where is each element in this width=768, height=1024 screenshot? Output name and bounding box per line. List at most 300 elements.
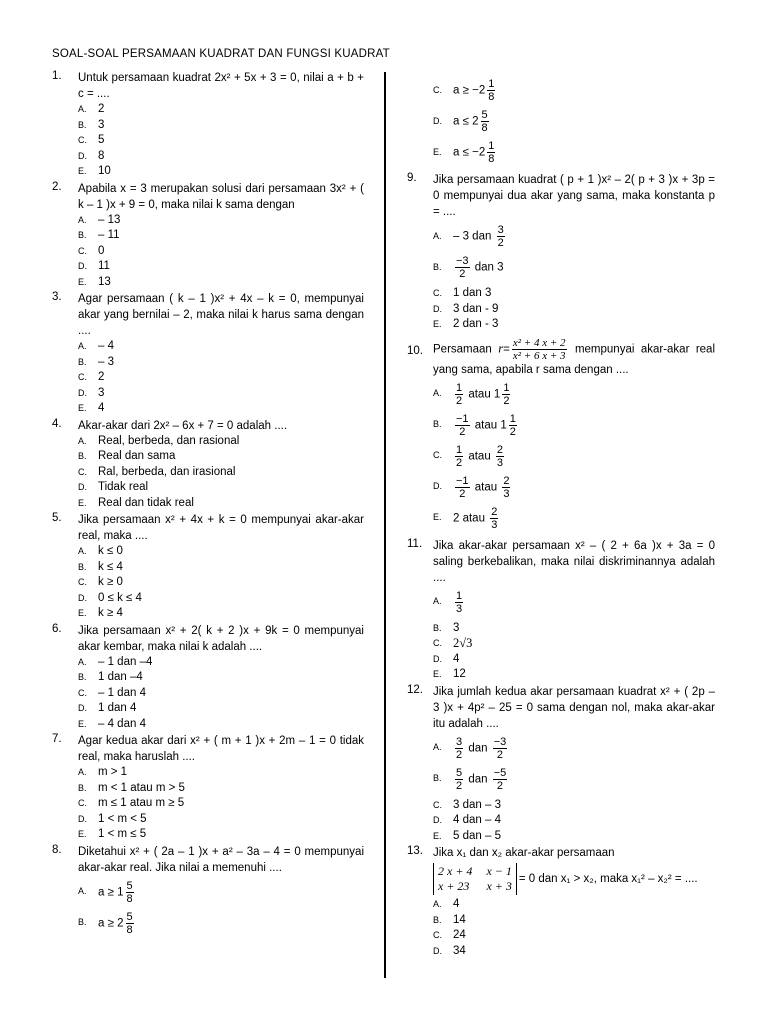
option-label: C.	[433, 799, 442, 810]
question-text-end: dan x₁ > x₂, maka x₁² – x₂² = ....	[538, 873, 698, 886]
option-d[interactable]	[78, 812, 364, 828]
equals-sign: =	[503, 343, 510, 356]
option-label: C.	[78, 135, 87, 145]
question-text: Jika akar-akar persamaan x² – ( 2 + 6a )x + 3a = 0 saling berkebalikan, maka nilai diskriminannya adalah ....	[433, 539, 715, 584]
option-text: 10	[98, 165, 111, 177]
option-e[interactable]	[433, 667, 715, 683]
fraction	[126, 911, 134, 936]
option-e[interactable]	[78, 717, 364, 733]
det-cell: x − 1	[486, 864, 512, 878]
option-text: 11	[98, 260, 110, 272]
option-text: 1 dan 4	[98, 702, 137, 714]
option-label: A.	[78, 546, 87, 556]
question-text: Untuk persamaan kuadrat 2x² + 5x + 3 = 0, nilai a + b + c = ....	[78, 72, 364, 100]
fraction	[455, 590, 463, 615]
option-text: 8	[98, 149, 105, 162]
question-text: Apabila x = 3 merupakan solusi dari persamaan 3x² + ( k – 1 )x + 9 = 0, maka nilai k sama dengan	[78, 182, 364, 211]
option-b[interactable]	[433, 913, 715, 929]
option-b[interactable]	[78, 781, 364, 797]
denominator: x² + 6 x + 3	[512, 349, 566, 362]
option-text: 13	[98, 275, 111, 288]
question-number: 10.	[407, 344, 423, 357]
option-a[interactable]	[78, 765, 364, 781]
option-label: C.	[78, 466, 87, 477]
numerator: 2	[491, 505, 498, 518]
fraction	[487, 78, 495, 103]
numerator: 5	[481, 109, 488, 121]
option-label: A.	[433, 899, 442, 909]
question-number: 5.	[52, 512, 62, 524]
option-text: 24	[453, 929, 466, 941]
option-text: Ral, berbeda, dan irasional	[98, 465, 236, 478]
option-text: 1 < m < 5	[98, 812, 147, 825]
option-label: B.	[78, 230, 87, 240]
option-label: B.	[78, 119, 87, 130]
option-a[interactable]	[433, 382, 715, 407]
fraction	[455, 382, 463, 407]
option-label: D.	[78, 813, 87, 824]
option-text: 3 dan – 3	[453, 798, 501, 811]
options-list	[78, 102, 364, 180]
right-column	[407, 74, 715, 960]
numerator: −3	[493, 735, 507, 748]
option-text: Real, berbeda, dan rasional	[98, 434, 240, 447]
option-text: 3 dan - 9	[453, 302, 499, 315]
option-b[interactable]	[433, 621, 715, 637]
option-c[interactable]	[78, 370, 364, 386]
option-text: atau 1	[474, 419, 507, 432]
option-text: dan 3	[474, 261, 504, 274]
option-text: – 3 dan	[453, 230, 492, 243]
option-d[interactable]	[78, 480, 364, 496]
denominator: 2	[503, 394, 510, 407]
option-e[interactable]	[78, 827, 364, 843]
denominator: 2	[496, 748, 504, 761]
fraction	[455, 475, 470, 500]
question-text: Akar-akar dari 2x² – 6x + 7 = 0 adalah ....	[78, 419, 288, 432]
denominator: 2	[459, 425, 466, 438]
option-label: D.	[78, 387, 87, 398]
option-label: A.	[433, 388, 442, 399]
question-text-end: mempunyai akar-akar real yang sama, apabila r sama dengan ....	[433, 343, 715, 376]
fraction	[455, 413, 470, 438]
options-list	[433, 382, 715, 531]
option-label: A.	[433, 596, 442, 607]
page-title: SOAL-SOAL PERSAMAAN KUADRAT DAN FUNGSI KUADRAT	[52, 48, 390, 60]
option-d[interactable]	[78, 386, 364, 402]
option-d[interactable]	[433, 944, 715, 960]
question-number: 7.	[52, 733, 62, 745]
determinant	[433, 863, 517, 895]
option-text: atau	[468, 450, 491, 463]
option-text: 3	[98, 386, 105, 399]
option-d[interactable]	[433, 302, 715, 318]
option-c[interactable]	[433, 286, 715, 302]
options-list	[78, 765, 364, 843]
option-a[interactable]	[78, 434, 364, 450]
option-label: E.	[433, 669, 442, 679]
option-label: C.	[78, 687, 87, 698]
option-b[interactable]	[78, 118, 364, 134]
equals-zero: = 0	[518, 873, 536, 886]
option-a[interactable]	[78, 339, 364, 355]
option-text: a ≥ 2	[98, 917, 124, 930]
option-text: – 1 dan 4	[98, 686, 146, 699]
option-text: m ≤ 1 atau m ≥ 5	[98, 797, 185, 809]
option-label: C.	[78, 372, 87, 382]
option-a[interactable]	[433, 736, 715, 761]
option-b[interactable]	[78, 355, 364, 371]
denominator: 2	[497, 237, 504, 249]
option-label: B.	[433, 914, 442, 925]
option-d[interactable]	[433, 652, 715, 668]
question-text: Jika persamaan kuadrat ( p + 1 )x² – 2( p + 3 )x + 3p = 0 mempunyai dua akar yang sama, maka konstanta p = ....	[433, 174, 715, 218]
option-text: 4 dan – 4	[453, 814, 501, 826]
numerator: 5	[126, 879, 133, 892]
det-cell: x + 23	[438, 879, 470, 893]
fraction	[487, 140, 495, 165]
option-label: D.	[433, 115, 442, 126]
numerator: 2	[496, 443, 504, 456]
denominator: 2	[456, 456, 463, 469]
numerator: 1	[509, 412, 516, 425]
option-text: – 3	[98, 355, 114, 368]
option-text: Real dan tidak real	[98, 496, 194, 509]
option-text: 12	[453, 668, 466, 680]
option-c[interactable]	[78, 686, 364, 702]
option-label: A.	[433, 230, 442, 241]
option-label: B.	[433, 419, 442, 430]
option-text: 1 < m ≤ 5	[98, 828, 147, 840]
option-label: E.	[78, 166, 87, 176]
option-d[interactable]	[78, 259, 364, 275]
denominator: 3	[503, 487, 510, 500]
option-text: 0	[98, 244, 105, 257]
option-text: 2	[98, 103, 105, 115]
numerator: 5	[456, 766, 463, 779]
option-b[interactable]	[78, 911, 364, 936]
option-label: D.	[433, 945, 442, 956]
question-5	[52, 512, 364, 622]
option-label: E.	[433, 830, 442, 841]
option-label: C.	[433, 930, 442, 940]
fraction	[490, 506, 498, 531]
option-c[interactable]	[433, 444, 715, 469]
option-label: C.	[433, 84, 442, 95]
option-b[interactable]	[78, 560, 364, 576]
question-3	[52, 291, 364, 417]
question-8-continued	[407, 74, 715, 171]
option-e[interactable]	[78, 401, 364, 417]
fraction	[455, 255, 470, 280]
numerator: 3	[497, 224, 504, 236]
fraction	[497, 224, 505, 249]
option-a[interactable]	[78, 655, 364, 671]
question-text: Jika persamaan x² + 2( k + 2 )x + 9k = 0 mempunyai akar kembar, maka nilai k adalah ....	[78, 624, 364, 653]
question-text: Jika x₁ dan x₂ akar-akar persamaan	[433, 847, 615, 859]
option-text: 1 dan 3	[453, 287, 492, 299]
options-list	[433, 736, 715, 845]
option-c[interactable]	[78, 133, 364, 149]
fraction	[455, 444, 463, 469]
option-text: m < 1 atau m > 5	[98, 781, 185, 794]
option-text: atau	[474, 481, 498, 494]
option-text: m > 1	[98, 766, 128, 778]
option-b[interactable]	[433, 255, 715, 280]
det-cell: 2 x + 4	[438, 864, 473, 878]
option-a[interactable]	[78, 880, 364, 905]
option-label: D.	[433, 303, 442, 314]
question-11	[407, 538, 715, 683]
det-cell: x + 3	[486, 879, 512, 893]
option-label: A.	[433, 742, 442, 753]
option-b[interactable]	[433, 413, 715, 438]
question-number: 11.	[407, 537, 423, 550]
denominator: 8	[126, 892, 133, 905]
question-text: Diketahui x² + ( 2a – 1 )x + a² – 3a – 4 = 0 mempunyai akar-akar real. Jika nilai a memenuhi ....	[78, 845, 364, 874]
option-label: D.	[78, 150, 87, 161]
option-text: – 4	[98, 340, 114, 352]
denominator: 2	[456, 394, 463, 407]
option-a[interactable]	[433, 897, 715, 913]
question-text-start: Persamaan	[433, 343, 492, 356]
option-label: B.	[78, 917, 87, 928]
option-b[interactable]	[433, 767, 715, 792]
options-list	[433, 897, 715, 959]
options-list	[433, 590, 715, 683]
question-text: Jika persamaan x² + 4x + k = 0 mempunyai akar-akar real, maka ....	[78, 514, 364, 542]
numerator: 1	[488, 78, 495, 90]
option-text: 0 ≤ k ≤ 4	[98, 591, 142, 604]
option-text: 4	[453, 652, 460, 665]
fraction	[481, 109, 489, 134]
option-label: E.	[78, 403, 87, 413]
numerator: −5	[493, 766, 507, 779]
options-list	[78, 655, 364, 733]
fraction	[455, 736, 463, 761]
option-label: D.	[78, 592, 87, 603]
option-text: atau 1	[468, 388, 501, 401]
question-number: 4.	[52, 417, 62, 430]
option-label: E.	[78, 276, 87, 287]
option-text: – 4 dan 4	[98, 717, 146, 730]
numerator: 2	[503, 474, 510, 487]
numerator: 1	[456, 443, 463, 456]
option-b[interactable]	[78, 449, 364, 465]
numerator: x² + 4 x + 2	[512, 336, 566, 349]
question-6	[52, 623, 364, 733]
question-number: 8.	[52, 843, 62, 856]
option-text: a ≥ −2	[453, 84, 486, 97]
option-label: C.	[433, 638, 442, 648]
option-label: C.	[78, 798, 87, 808]
option-b[interactable]	[78, 228, 364, 244]
option-d[interactable]	[433, 475, 715, 500]
fraction	[509, 413, 517, 438]
question-13	[407, 845, 715, 959]
option-text: k ≥ 0	[98, 576, 123, 588]
numerator: −3	[456, 255, 469, 267]
question-4	[52, 418, 364, 512]
fraction	[493, 767, 508, 792]
option-a[interactable]	[433, 590, 715, 615]
option-text: k ≥ 4	[98, 607, 123, 619]
option-c[interactable]	[433, 636, 715, 652]
option-text: a ≥ 1	[98, 886, 124, 899]
question-number: 6.	[52, 622, 62, 635]
numerator: 1	[456, 589, 463, 602]
option-d[interactable]	[433, 813, 715, 829]
option-d[interactable]	[78, 149, 364, 165]
option-label: A.	[78, 886, 87, 897]
option-e[interactable]	[78, 606, 364, 622]
denominator: 2	[459, 487, 466, 500]
question-number: 12.	[407, 683, 423, 696]
option-text: dan	[468, 773, 488, 786]
question-12	[407, 684, 715, 845]
option-e[interactable]	[433, 317, 715, 333]
option-label: C.	[78, 245, 87, 256]
numerator: 5	[126, 910, 133, 923]
question-9	[407, 172, 715, 333]
option-label: B.	[78, 561, 87, 572]
option-d[interactable]	[78, 591, 364, 607]
option-text: – 11	[98, 229, 120, 241]
question-1	[52, 70, 364, 180]
numerator: 1	[456, 381, 463, 394]
fraction	[455, 767, 463, 792]
question-2	[52, 181, 364, 291]
option-c[interactable]	[78, 465, 364, 481]
option-text: 34	[453, 944, 466, 957]
options-list	[433, 78, 715, 165]
option-e[interactable]	[78, 275, 364, 291]
option-label: E.	[78, 608, 87, 618]
option-c[interactable]	[433, 78, 715, 103]
question-text: Agar persamaan ( k – 1 )x² + 4x – k = 0, mempunyai akar yang bernilai – 2, maka nilai k harus sama dengan ....	[78, 293, 364, 337]
denominator: 2	[459, 268, 466, 280]
option-label: D.	[78, 261, 87, 271]
option-label: A.	[78, 341, 87, 351]
option-text: k ≤ 4	[98, 560, 123, 573]
option-text: 3	[453, 621, 460, 634]
option-label: B.	[78, 672, 87, 682]
option-label: D.	[78, 703, 87, 713]
option-label: D.	[78, 482, 87, 492]
option-label: B.	[433, 773, 442, 784]
option-label: A.	[78, 767, 87, 777]
question-text: Agar kedua akar dari x² + ( m + 1 )x + 2m – 1 = 0 tidak real, maka haruslah ....	[78, 735, 364, 763]
option-b[interactable]	[78, 670, 364, 686]
options-list	[78, 544, 364, 622]
option-e[interactable]	[78, 496, 364, 512]
option-a[interactable]	[433, 224, 715, 249]
option-label: E.	[433, 512, 442, 523]
question-number: 2.	[52, 180, 62, 193]
denominator: 2	[456, 748, 463, 761]
question-number: 13.	[407, 845, 423, 857]
fraction	[502, 382, 510, 407]
option-label: A.	[78, 214, 87, 225]
option-text: 2√3	[453, 636, 473, 650]
option-label: D.	[433, 653, 442, 664]
option-label: C.	[78, 577, 87, 587]
option-e[interactable]	[433, 829, 715, 845]
denominator: 8	[488, 91, 495, 103]
option-label: A.	[78, 104, 87, 114]
option-c[interactable]	[433, 928, 715, 944]
option-e[interactable]	[433, 506, 715, 531]
question-number: 3.	[52, 291, 62, 303]
option-e[interactable]	[78, 164, 364, 180]
options-list	[78, 213, 364, 291]
options-list	[78, 339, 364, 417]
numerator: −1	[456, 474, 469, 487]
option-d[interactable]	[433, 109, 715, 134]
option-a[interactable]	[78, 544, 364, 560]
denominator: 3	[456, 602, 463, 615]
question-10	[407, 337, 715, 537]
option-text: – 1 dan –4	[98, 655, 153, 668]
determinant-equation	[433, 863, 715, 895]
option-d[interactable]	[78, 701, 364, 717]
numerator: 3	[456, 735, 463, 748]
question-number: 9.	[407, 172, 417, 184]
option-text: k ≤ 0	[98, 545, 123, 557]
option-text: 2 dan - 3	[453, 318, 499, 330]
denominator: 3	[496, 456, 504, 469]
option-c[interactable]	[78, 575, 364, 591]
column-divider	[384, 72, 386, 978]
option-label: C.	[433, 288, 442, 298]
fraction	[126, 880, 134, 905]
numerator: 1	[503, 381, 510, 394]
option-c[interactable]	[78, 244, 364, 260]
option-text: a ≤ 2	[453, 115, 479, 128]
option-a[interactable]	[78, 213, 364, 229]
option-a[interactable]	[78, 102, 364, 118]
option-label: E.	[78, 497, 87, 508]
question-text	[433, 337, 715, 378]
option-label: C.	[433, 450, 442, 461]
option-label: B.	[433, 622, 442, 633]
question-number: 1.	[52, 70, 62, 82]
denominator: 2	[456, 779, 463, 792]
option-text: Tidak real	[98, 481, 149, 493]
numerator: −1	[456, 412, 469, 425]
denominator: 3	[491, 518, 498, 531]
question-text: Jika jumlah kedua akar persamaan kuadrat x² + ( 2p – 3 )x + 4p² – 25 = 0 sama dengan nol, maka akar-akar itu adalah ....	[433, 685, 715, 730]
option-e[interactable]	[433, 140, 715, 165]
option-text: 4	[453, 898, 460, 910]
option-text: 5 dan – 5	[453, 829, 501, 842]
denominator: 8	[126, 923, 133, 936]
option-text: 5	[98, 134, 105, 146]
fraction	[512, 337, 567, 362]
option-c[interactable]	[78, 796, 364, 812]
left-column	[52, 70, 364, 943]
option-text: dan	[468, 742, 488, 755]
option-text: Real dan sama	[98, 450, 176, 462]
fraction	[496, 444, 504, 469]
options-list	[78, 434, 364, 512]
option-label: E.	[78, 829, 87, 839]
option-label: B.	[78, 451, 87, 461]
variable-r: r	[498, 341, 504, 356]
fraction	[502, 475, 510, 500]
option-c[interactable]	[433, 798, 715, 814]
option-label: B.	[78, 782, 87, 793]
